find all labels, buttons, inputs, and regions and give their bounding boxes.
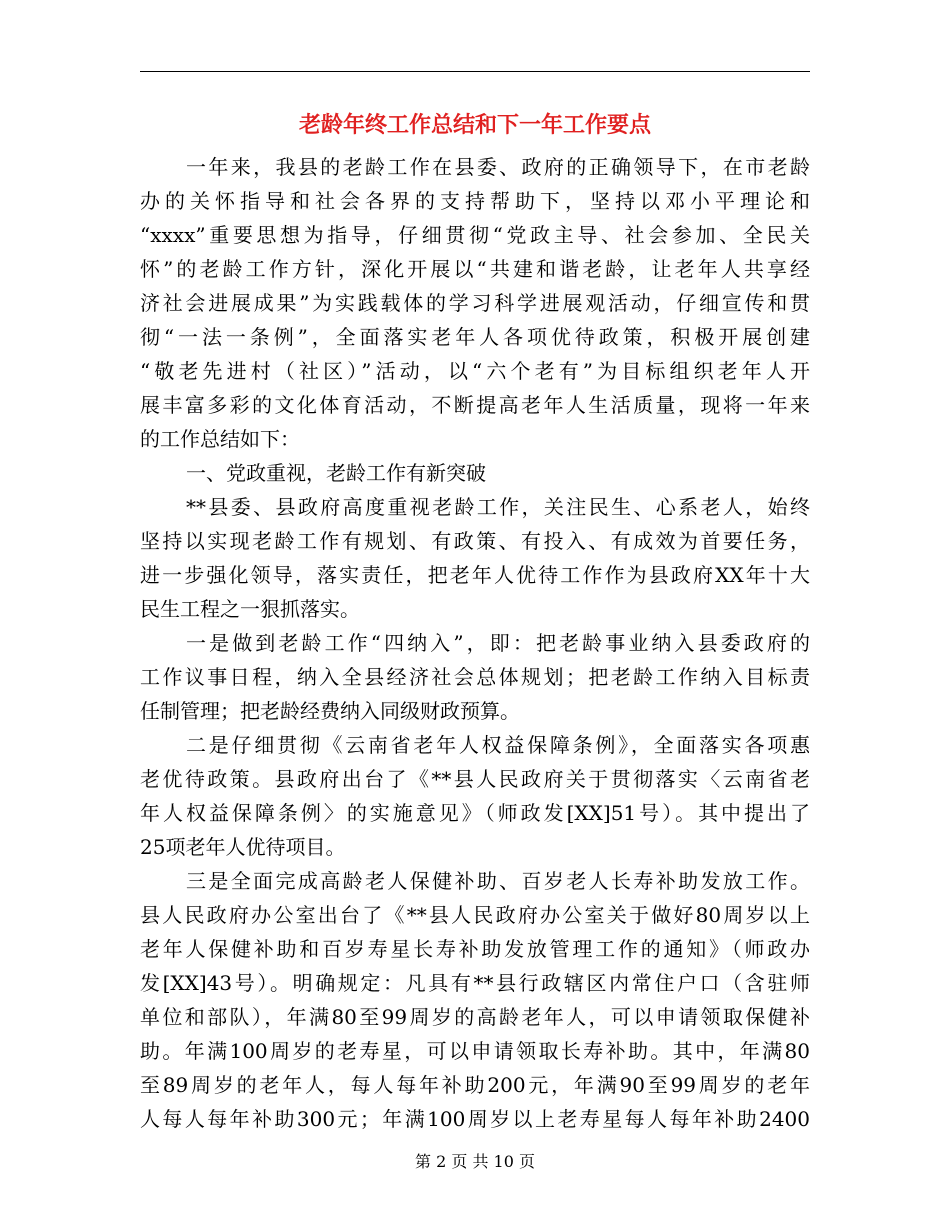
body-line: 人每人每年补助300元；年满100周岁以上老寿星每人每年补助2400 [140, 1107, 810, 1131]
body-line: 办的关怀指导和社会各界的支持帮助下，坚持以邓小平理论和 [140, 189, 810, 213]
body-line: “xxxx”重要思想为指导，仔细贯彻“党政主导、社会参加、全民关 [140, 223, 810, 247]
body-line: 民生工程之一狠抓落实。 [140, 597, 360, 621]
body-line: 二是仔细贯彻《云南省老年人权益保障条例》，全面落实各项惠 [186, 733, 810, 757]
body-line: 怀”的老龄工作方针，深化开展以“共建和谐老龄，让老年人共享经 [140, 257, 810, 281]
body-line: **县委、县政府高度重视老龄工作，关注民生、心系老人，始终 [186, 495, 810, 519]
body-line: 坚持以实现老龄工作有规划、有政策、有投入、有成效为首要任务， [140, 529, 810, 553]
body-line: 进一步强化领导，落实责任，把老年人优待工作作为县政府XX年十大 [140, 563, 810, 587]
body-line: 县人民政府办公室出台了《**县人民政府办公室关于做好80周岁以上 [140, 903, 810, 927]
page-number-footer: 第 2 页 共 10 页 [415, 1152, 535, 1171]
body-line: “敬老先进村（社区）”活动，以“六个老有”为目标组织老年人开 [140, 359, 810, 383]
body-line: 发[XX]43号）。明确规定：凡具有**县行政辖区内常住户口（含驻师 [140, 971, 810, 995]
body-line: 老年人保健补助和百岁寿星长寿补助发放管理工作的通知》（师政办 [140, 937, 810, 961]
body-line: 单位和部队），年满80至99周岁的高龄老年人，可以申请领取保健补 [140, 1005, 810, 1029]
body-line: 一年来，我县的老龄工作在县委、政府的正确领导下，在市老龄 [186, 155, 810, 179]
body-line: 工作议事日程，纳入全县经济社会总体规划；把老龄工作纳入目标责 [140, 665, 810, 689]
body-line: 三是全面完成高龄老人保健补助、百岁老人长寿补助发放工作。 [186, 869, 810, 893]
section-heading: 一、党政重视，老龄工作有新突破 [186, 461, 486, 485]
body-line: 年人权益保障条例〉的实施意见》（师政发[XX]51号）。其中提出了 [140, 801, 810, 825]
body-line: 25项老年人优待项目。 [140, 835, 346, 859]
body-line: 的工作总结如下： [140, 427, 300, 451]
document-title: 老龄年终工作总结和下一年工作要点 [298, 112, 651, 138]
header-rule [140, 71, 810, 72]
body-line: 任制管理；把老龄经费纳入同级财政预算。 [140, 699, 520, 723]
body-line: 彻“一法一条例”，全面落实老年人各项优待政策，积极开展创建 [140, 325, 810, 349]
body-line: 至89周岁的老年人，每人每年补助200元，年满90至99周岁的老年 [140, 1073, 810, 1097]
body-line: 一是做到老龄工作“四纳入”，即：把老龄事业纳入县委政府的 [186, 631, 810, 655]
body-line: 济社会进展成果”为实践载体的学习科学进展观活动，仔细宣传和贯 [140, 291, 810, 315]
body-line: 展丰富多彩的文化体育活动，不断提高老年人生活质量，现将一年来 [140, 393, 810, 417]
body-line: 老优待政策。县政府出台了《**县人民政府关于贯彻落实〈云南省老 [140, 767, 810, 791]
body-line: 助。年满100周岁的老寿星，可以申请领取长寿补助。其中，年满80 [140, 1039, 810, 1063]
